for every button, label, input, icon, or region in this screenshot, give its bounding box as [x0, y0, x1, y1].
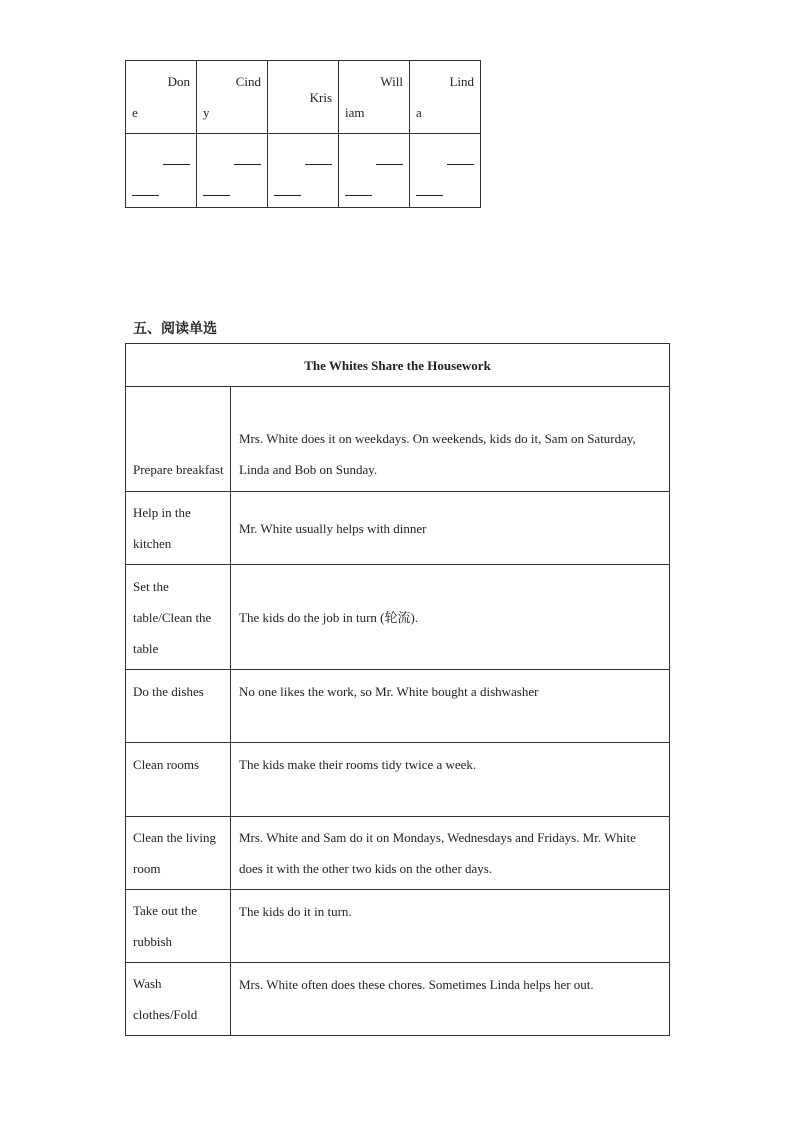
table-row [126, 387, 670, 492]
chore-cell: Set the table/Clean the table [126, 565, 231, 670]
answer-blank[interactable] [339, 134, 410, 208]
name-part2: iam [345, 105, 365, 120]
detail-cell: No one likes the work, so Mr. White bought a dishwasher [231, 670, 670, 743]
name-part1: Don [167, 74, 190, 89]
name-part1: Cind [235, 74, 261, 89]
table-title: The Whites Share the Housework [126, 344, 670, 387]
table-row [126, 963, 670, 1036]
names-row [126, 61, 481, 134]
name-part1: Lind [449, 74, 474, 89]
table-row [126, 743, 670, 817]
chore-cell: Wash clothes/Fold [126, 963, 231, 1036]
name-cell-cindy [197, 61, 268, 134]
table-row [126, 890, 670, 963]
name-cell-kris [268, 61, 339, 134]
names-table [125, 60, 481, 208]
detail-cell: The kids do it in turn. [231, 890, 670, 963]
name-part2: e [132, 105, 138, 120]
name-part2: a [416, 105, 422, 120]
table-row [126, 492, 670, 565]
detail-cell: The kids do the job in turn (轮流). [231, 565, 670, 670]
chore-cell: Clean rooms [126, 743, 231, 817]
answer-blank[interactable] [410, 134, 481, 208]
table-row [126, 565, 670, 670]
table-row [126, 817, 670, 890]
detail-cell: Mrs. White does it on weekdays. On weekends, kids do it, Sam on Saturday, Linda and Bob on Sunday. [231, 387, 670, 492]
name-part2: y [203, 105, 210, 120]
table-row [126, 670, 670, 743]
chore-cell: Help in the kitchen [126, 492, 231, 565]
name-part1: Kris [309, 89, 332, 105]
detail-cell: Mrs. White and Sam do it on Mondays, Wednesdays and Fridays. Mr. White does it with the other two kids on the other days. [231, 817, 670, 890]
housework-table [125, 343, 670, 1036]
name-cell-linda [410, 61, 481, 134]
answer-row [126, 134, 481, 208]
answer-blank[interactable] [197, 134, 268, 208]
chore-cell: Do the dishes [126, 670, 231, 743]
chore-cell: Take out the rubbish [126, 890, 231, 963]
chore-cell: Prepare breakfast [126, 387, 231, 492]
answer-blank[interactable] [268, 134, 339, 208]
name-part1: Will [380, 74, 403, 89]
detail-cell: Mrs. White often does these chores. Sometimes Linda helps her out. [231, 963, 670, 1036]
answer-blank[interactable] [126, 134, 197, 208]
detail-cell: The kids make their rooms tidy twice a week. [231, 743, 670, 817]
detail-cell: Mr. White usually helps with dinner [231, 492, 670, 565]
table-title-row [126, 344, 670, 387]
name-cell-done [126, 61, 197, 134]
name-cell-william [339, 61, 410, 134]
section-heading: 五、阅读单选 [133, 321, 217, 337]
chore-cell: Clean the living room [126, 817, 231, 890]
